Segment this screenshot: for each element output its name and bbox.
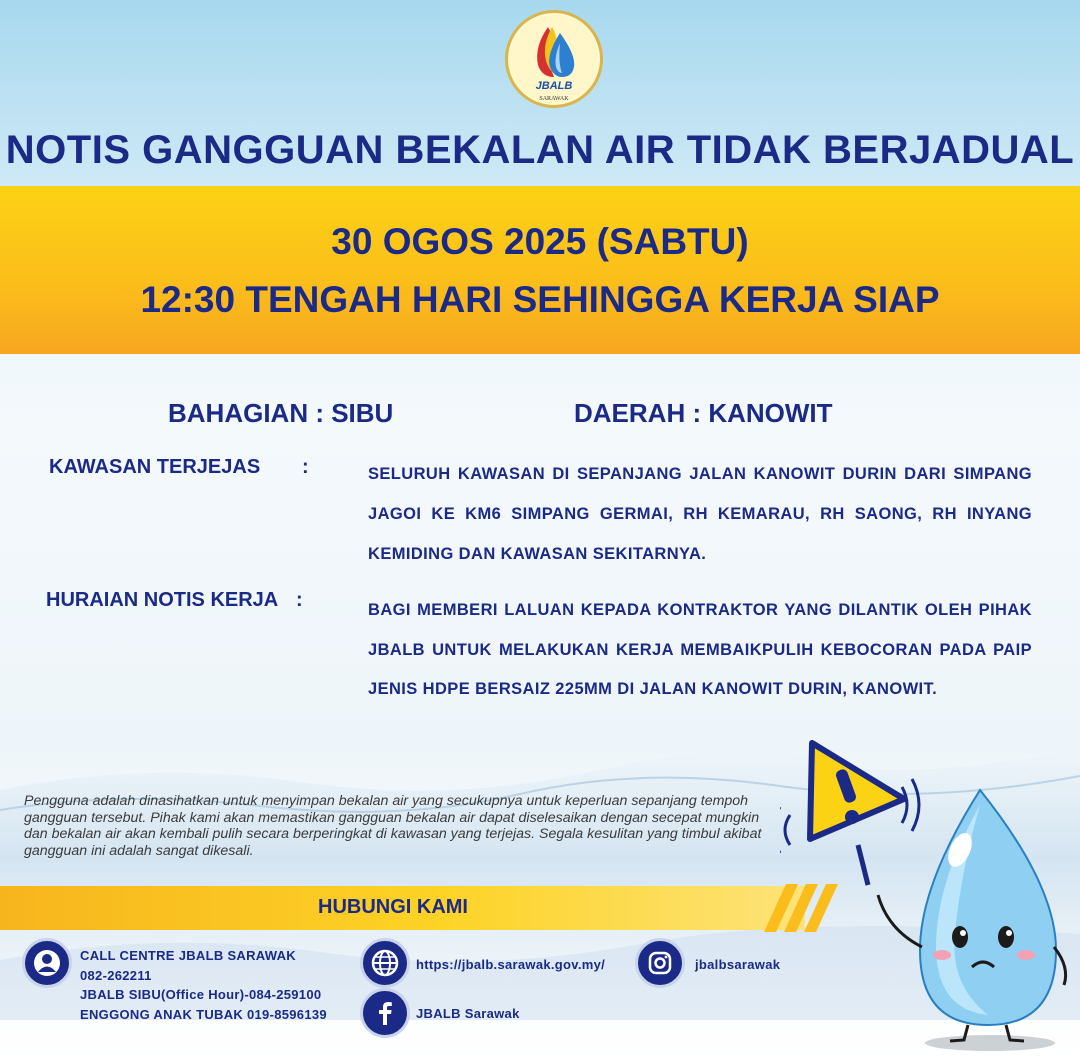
facebook-icon	[360, 988, 410, 1038]
work-description-text: BAGI MEMBERI LALUAN KEPADA KONTRAKTOR YANG DILANTIK OLEH PIHAK JBALB UNTUK MELAKUKAN KERJA MEMBAIKPULIH KEBOCORAN PADA PAIP JENIS HDPE BERSAIZ 225MM DI JALAN KANOWIT DURIN, KANOWIT.	[368, 601, 1032, 698]
logo-ring-bottom: SARAWAK	[539, 96, 569, 102]
notice-title: NOTIS GANGGUAN BEKALAN AIR TIDAK BERJADUAL	[5, 128, 1075, 172]
affected-area-label: KAWASAN TERJEJAS	[49, 456, 261, 478]
website-link[interactable]: https://jbalb.sarawak.gov.my/	[416, 957, 606, 972]
jbalb-logo	[505, 10, 603, 108]
work-description-colon: :	[296, 589, 303, 611]
division-label: BAHAGIAN : SIBU	[168, 398, 394, 428]
call-centre-phone[interactable]: 082-262211	[80, 967, 152, 983]
district-label: DAERAH : KANOWIT	[574, 398, 833, 428]
sibu-office-phone[interactable]: JBALB SIBU(Office Hour)-084-259100	[80, 987, 322, 1002]
contact-heading: HUBUNGI KAMI	[318, 896, 468, 918]
call-centre-label: CALL CENTRE JBALB SARAWAK	[80, 948, 296, 963]
notice-date: 30 OGOS 2025 (SABTU)	[331, 221, 749, 262]
instagram-link[interactable]: jbalbsarawak	[695, 957, 781, 972]
globe-icon	[360, 938, 410, 988]
notice-time: 12:30 TENGAH HARI SEHINGGA KERJA SIAP	[140, 279, 940, 320]
advice-text: Pengguna adalah dinasihatkan untuk menyimpan bekalan air yang secukupnya untuk keperluan sepanjang tempoh gangguan tersebut. Pihak kami akan memastikan gangguan bekalan air dapat diselesaikan dengan secepat mungkin dan bekalan air akan kembali pulih secara berperingkat di kawasan yang terjejas. Segala kesulitan yang timbul akibat gangguan ini adalah sangat dikesali.	[24, 793, 762, 859]
date-band	[0, 186, 1080, 354]
logo-abbr: JBALB	[535, 80, 573, 92]
affected-area-text: SELURUH KAWASAN DI SEPANJANG JALAN KANOWIT DURIN DARI SIMPANG JAGOI KE KM6 SIMPANG GERMAI, RH KEMARAU, RH SAONG, RH INYANG KEMIDING DAN KAWASAN SEKITARNYA.	[368, 465, 1032, 563]
officer-phone[interactable]: ENGGONG ANAK TUBAK 019-8596139	[80, 1006, 327, 1022]
person-icon	[22, 938, 72, 988]
water-drop-mascot-icon	[780, 735, 1080, 1055]
work-description-label: HURAIAN NOTIS KERJA	[46, 589, 279, 611]
affected-area-colon: :	[302, 456, 309, 478]
instagram-icon	[635, 938, 685, 988]
warning-sign-icon	[810, 743, 904, 885]
facebook-link[interactable]: JBALB Sarawak	[416, 1006, 520, 1021]
